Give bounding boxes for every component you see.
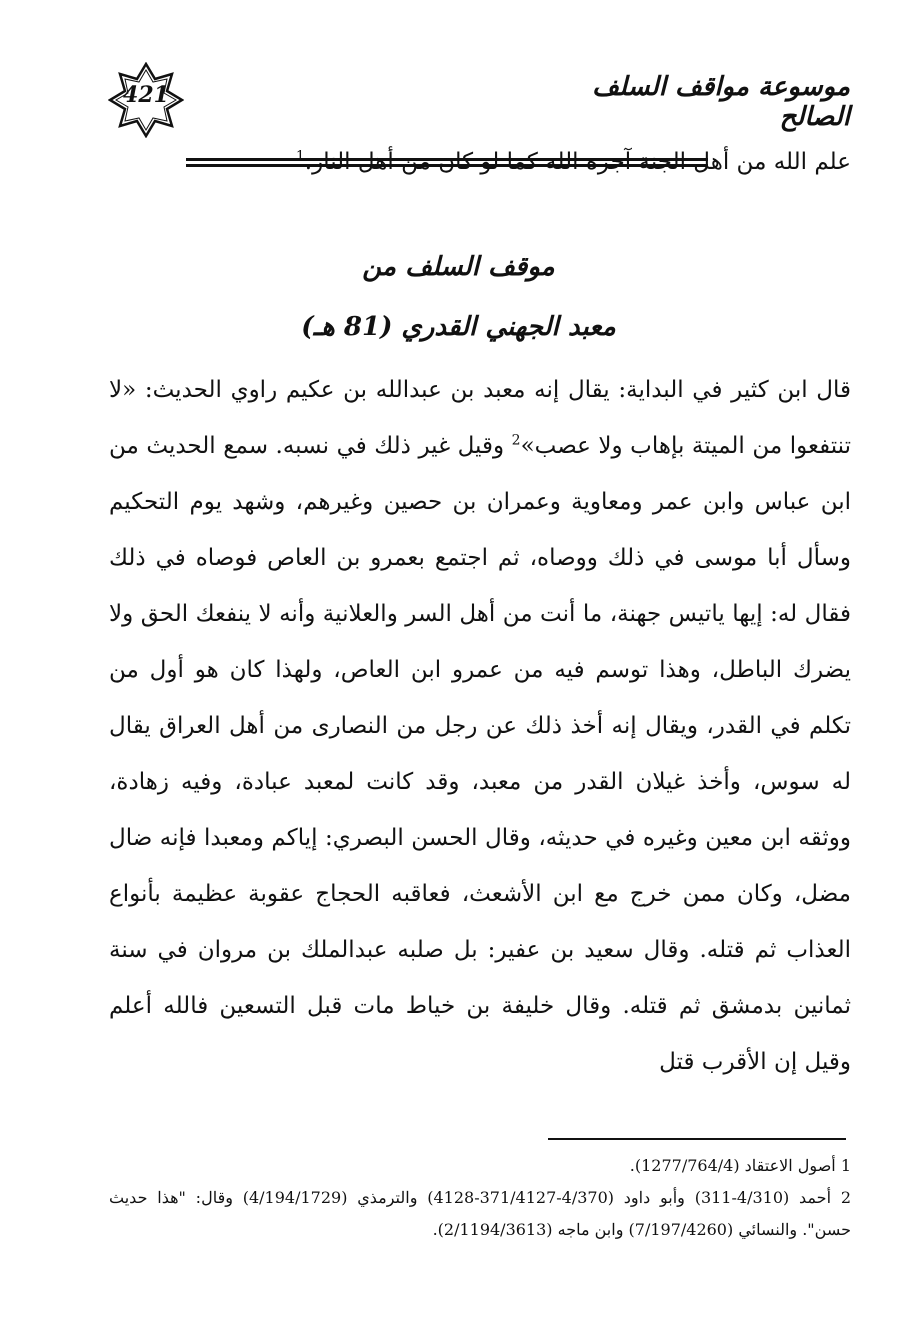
page-number-badge — [108, 62, 184, 138]
continued-text: علم الله من أهل الجنة آجره الله كما لو كان من أهل النار. — [304, 149, 851, 175]
footnote-ref-2: 2 — [511, 432, 521, 449]
page-header — [108, 62, 850, 134]
footnote-2: 2 أحمد (4/310-311) وأبو داود (4/370-371/4127-4128) والترمذي (4/194/1729) وقال: "هذا حديث حسن". والنسائي (7/197/4260) وابن ماجه (2/1194/3613). — [109, 1188, 851, 1239]
body-text-part2: وقيل غير ذلك في نسبه. سمع الحديث من ابن عباس وابن عمر ومعاوية وعمران بن حصين وغيرهم، وشهد يوم التحكيم وسأل أبا موسى في ذلك ووصاه، ثم اجتمع بعمرو بن العاص فوصاه في ذلك فقال له: إيها ياتيس جهنة، ما أنت من أهل السر والعلانية وأنه لا ينفعك الحق ولا يضرك الباطل، وهذا توسم فيه من عمرو ابن العاص، ولهذا كان هو أول من تكلم في القدر، ويقال إنه أخذ ذلك عن رجل من النصارى من أهل العراق يقال له سوس، وأخذ غيلان القدر من معبد، وقد كانت لمعبد عبادة، وفيه زهادة، ووثقه ابن معين وغيره في حديثه، وقال الحسن البصري: إياكم ومعبدا فإنه ضال مضل، وكان ممن خرج مع ابن الأشعث، فعاقبه الحجاج عقوبة عظيمة بأنواع العذاب ثم قتله. وقال سعيد بن عفير: بل صلبه عبدالملك بن مروان في سنة ثمانين بدمشق ثم قتله. وقال خليفة بن خياط مات قبل التسعين فالله أعلم وقيل إن الأقرب قتل — [109, 433, 851, 1075]
continued-text-line — [109, 142, 851, 182]
page-number: 421 — [123, 82, 169, 108]
section-heading-line1: موقف السلف من — [362, 252, 555, 282]
series-title: موسوعة مواقف السلف الصالح — [592, 72, 850, 132]
section-heading-line2: معبد الجهني القدري (81 هـ) — [301, 312, 616, 342]
body-paragraph — [109, 362, 851, 1090]
body-text-part1: قال ابن كثير في البداية: يقال إنه معبد بن عبدالله بن عكيم راوي الحديث: «لا تنتفعوا من الميتة بإهاب ولا عصب» — [109, 377, 851, 459]
footnote-1: 1 أصول الاعتقاد (1277/764/4). — [629, 1156, 851, 1175]
footnote-ref-1: 1 — [295, 148, 305, 165]
footnotes — [109, 1150, 851, 1246]
footnote-separator — [548, 1138, 846, 1140]
